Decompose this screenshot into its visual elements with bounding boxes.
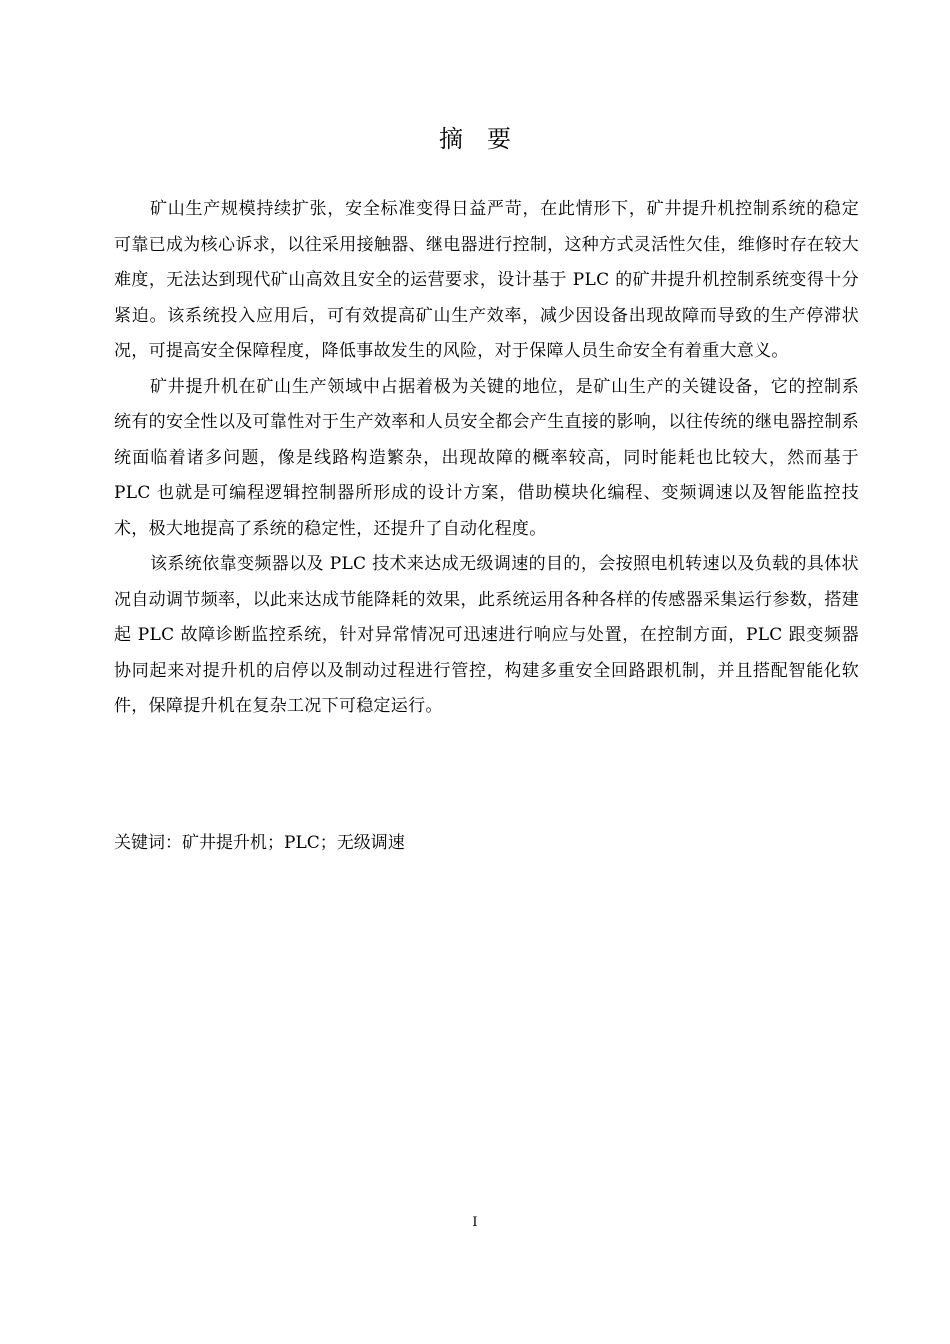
- abstract-paragraph-2: 矿井提升机在矿山生产领域中占据着极为关键的地位，是矿山生产的关键设备，它的控制系统有的安全性以及可靠性对于生产效率和人员安全都会产生直接的影响，以往传统的继电器控制系统面临着诸多问题，像是线路构造繁杂，出现故障的概率较高，同时能耗也比较大，然而基于 PLC 也就是可编程逻辑控制器所形成的设计方案，借助模块化编程、变频调速以及智能监控技术，极大地提高了系统的稳定性，还提升了自动化程度。: [114, 376, 859, 539]
- abstract-paragraph-3: 该系统依靠变频器以及 PLC 技术来达成无级调速的目的，会按照电机转速以及负载的具体状况自动调节频率，以此来达成节能降耗的效果，此系统运用各种各样的传感器采集运行参数，搭建起 PLC 故障诊断监控系统，针对异常情况可迅速进行响应与处置，在控制方面，PLC 跟变频器协同起来对提升机的启停以及制动过程进行管控，构建多重安全回路跟机制，并且搭配智能化软件，保障提升机在复杂工况下可稳定运行。: [114, 554, 859, 716]
- keywords-line: 关键词：矿井提升机；PLC；无级调速: [114, 833, 405, 853]
- abstract-paragraph-1: 矿山生产规模持续扩张，安全标准变得日益严苛，在此情形下，矿井提升机控制系统的稳定可靠已成为核心诉求，以往采用接触器、继电器进行控制，这种方式灵活性欠佳，维修时存在较大难度，无法达到现代矿山高效且安全的运营要求，设计基于 PLC 的矿井提升机控制系统变得十分紧迫。该系统投入应用后，可有效提高矿山生产效率，减少因设备出现故障而导致的生产停滞状况，可提高安全保障程度，降低事故发生的风险，对于保障人员生命安全有着重大意义。: [114, 199, 859, 361]
- abstract-body: [114, 192, 859, 725]
- page-number: I: [472, 1215, 478, 1230]
- page-title: 摘要: [439, 125, 535, 153]
